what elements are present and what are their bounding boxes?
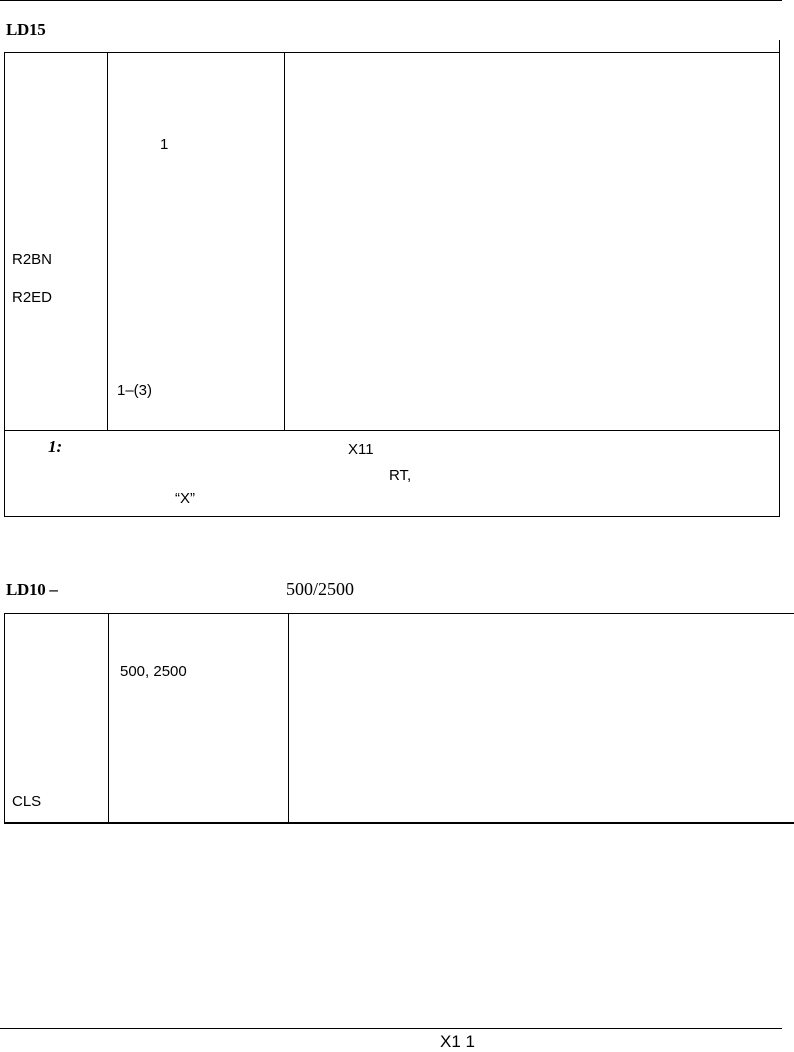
table1-right-border <box>779 40 780 517</box>
table1-row-label-r2ed: R2ED <box>12 289 53 306</box>
table1-top-border <box>4 52 780 53</box>
footer-rule <box>0 1028 782 1029</box>
table1-col-divider-1 <box>107 52 108 431</box>
section1-heading: LD15 <box>6 20 46 39</box>
table1-col2-value-range: 1–(3) <box>117 382 153 399</box>
note-rt: RT, <box>389 467 412 484</box>
table2-bottom-border <box>4 822 794 824</box>
table2-col-divider-2 <box>288 613 289 823</box>
section2-heading-right: 500/2500 <box>286 579 355 599</box>
table1-row-divider <box>4 430 780 431</box>
table1-bottom-border <box>4 516 780 517</box>
table2-left-border <box>4 613 5 823</box>
table2-col2-value: 500, 2500 <box>120 663 187 680</box>
table1-left-border <box>4 52 5 517</box>
table2-row-label-cls: CLS <box>12 793 42 810</box>
note-label: 1: <box>48 437 63 456</box>
table2-col-divider-1 <box>108 613 109 823</box>
section2-heading: LD10 – <box>6 580 58 599</box>
note-x-quoted: “X” <box>175 490 195 507</box>
table2-top-border <box>4 613 794 614</box>
table1-col2-value-1: 1 <box>160 136 169 153</box>
table1-col-divider-2 <box>284 52 285 431</box>
top-rule <box>0 0 782 1</box>
table1-row-label-r2bn: R2BN <box>12 251 53 268</box>
note-x11: X11 <box>348 441 374 458</box>
footer-text: X1 1 <box>440 1032 475 1051</box>
